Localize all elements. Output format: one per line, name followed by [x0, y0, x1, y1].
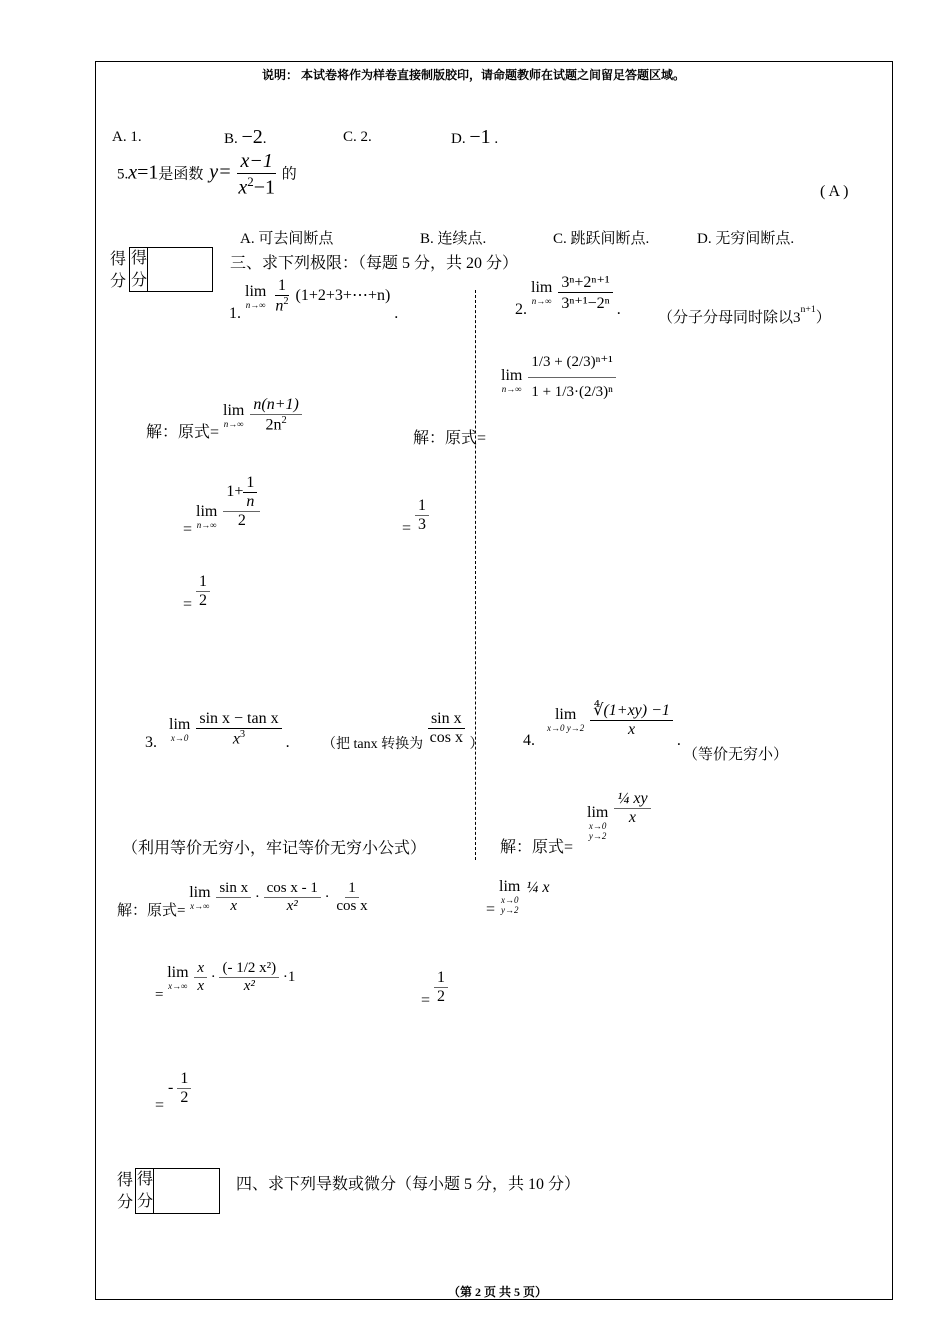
- p3-solution-step2: = lim x→∞ $\frac{x}{x}$ · $\frac{\text{(- 1/2 x²)}}{\text{x²}}$ ·1: [155, 960, 296, 1003]
- p3-result: = - $\frac{1}{2}$: [155, 1070, 191, 1107]
- problem-2: 2. lim n→∞ $\frac{\text{3ⁿ+2ⁿ⁺¹}}{\text{3ⁿ⁺¹−2ⁿ}}$ .: [515, 274, 621, 319]
- q5-option-b: B. 连续点.: [420, 231, 487, 247]
- q4-option-b: B. −2.: [224, 126, 267, 148]
- q5-option-d: D. 无穷间断点.: [697, 231, 795, 247]
- q4-option-c: C. 2.: [343, 129, 372, 145]
- q4-option-a: A. 1.: [112, 129, 142, 145]
- problem-4-hint: （等价无穷小）: [683, 747, 789, 763]
- p2-solution-label: 解：原式=: [413, 430, 487, 447]
- q4-option-d: D. −1 .: [451, 126, 499, 148]
- score-box-4: [135, 1168, 220, 1214]
- q5-option-c: C. 跳跃间断点.: [553, 231, 650, 247]
- problem-3: 3. lim x→0 $\frac{\text{sin x − tan x}}{x^3}$ .: [145, 710, 290, 751]
- section-4-title: 四、求下列导数或微分（每小题 5 分，共 10 分）: [236, 1176, 581, 1193]
- q5-option-a: A. 可去间断点: [240, 231, 334, 247]
- score-box-4-label: 得分: [136, 1169, 154, 1213]
- score-label-4: 得分: [117, 1172, 134, 1211]
- p1-solution-step1: 解：原式= lim n→∞ $\frac{n(n+1)}{2n^2}$: [146, 396, 302, 434]
- p1-result: = $\frac{1}{2}$: [183, 573, 210, 610]
- p4-solution-step2: = lim x→0 y→2 ¼ x: [486, 878, 550, 919]
- column-divider: [475, 290, 476, 860]
- problem-3-note: （利用等价无穷小，牢记等价无穷小公式）: [122, 840, 427, 857]
- problem-4: 4. lim x→0 y→2 $\frac{∜(1+xy) -1}{x}$ .: [523, 702, 681, 750]
- header-note: 说明： 本试卷将作为样卷直接制版胶印，请命题教师在试题之间留足答题区域。: [262, 68, 686, 82]
- problem-3-hint: （把 tanx 转换为 $\frac{\text{sin x}}{\text{cos x}}$ ）: [322, 710, 484, 752]
- score-box-label: 得分: [131, 250, 148, 289]
- p3-solution-step1: 解：原式= lim x→∞ $\frac{\text{sin x}}{x}$ · $\frac{\text{cos x - 1}}{\text{x²}}$ · $\frac{1}{\text{cos x}}$: [117, 880, 368, 919]
- p1-solution-step2: = lim n→∞ 1+ $\frac{1}{n}$ 2: [183, 474, 260, 530]
- section-3-title: 三、求下列极限：（每题 5 分，共 20 分）: [230, 255, 519, 272]
- p4-result: = $\frac{1}{2}$: [421, 969, 448, 1006]
- q5-stem: 5.x=1是函数 y= $\frac{x-1}{x^2-1}$ 的: [117, 150, 297, 199]
- p2-solution-step1: lim n→∞ $\frac{\text{1/3 + (2/3)ⁿ⁺¹}}{\text{1 + 1/3·(2/3)ⁿ}}$: [501, 352, 616, 401]
- score-label: 得分: [110, 251, 127, 290]
- page-footer: （第 2 页 共 5 页）: [448, 1285, 548, 1299]
- q5-answer: ( A ): [820, 183, 849, 200]
- p4-solution-step1: lim x→0 y→2 $\frac{\text{¼ xy}}{x}$: [587, 790, 651, 827]
- problem-2-hint: （分子分母同时除以$3^{n+1}$）: [658, 304, 831, 326]
- p4-solution-label: 解：原式=: [500, 839, 574, 856]
- problem-1: 1. lim n→∞ $\frac{1}{n^2}$ (1+2+3+⋯+n) .: [229, 277, 399, 322]
- score-box: [129, 247, 213, 292]
- p2-result: = $\frac{1}{3}$: [402, 497, 429, 534]
